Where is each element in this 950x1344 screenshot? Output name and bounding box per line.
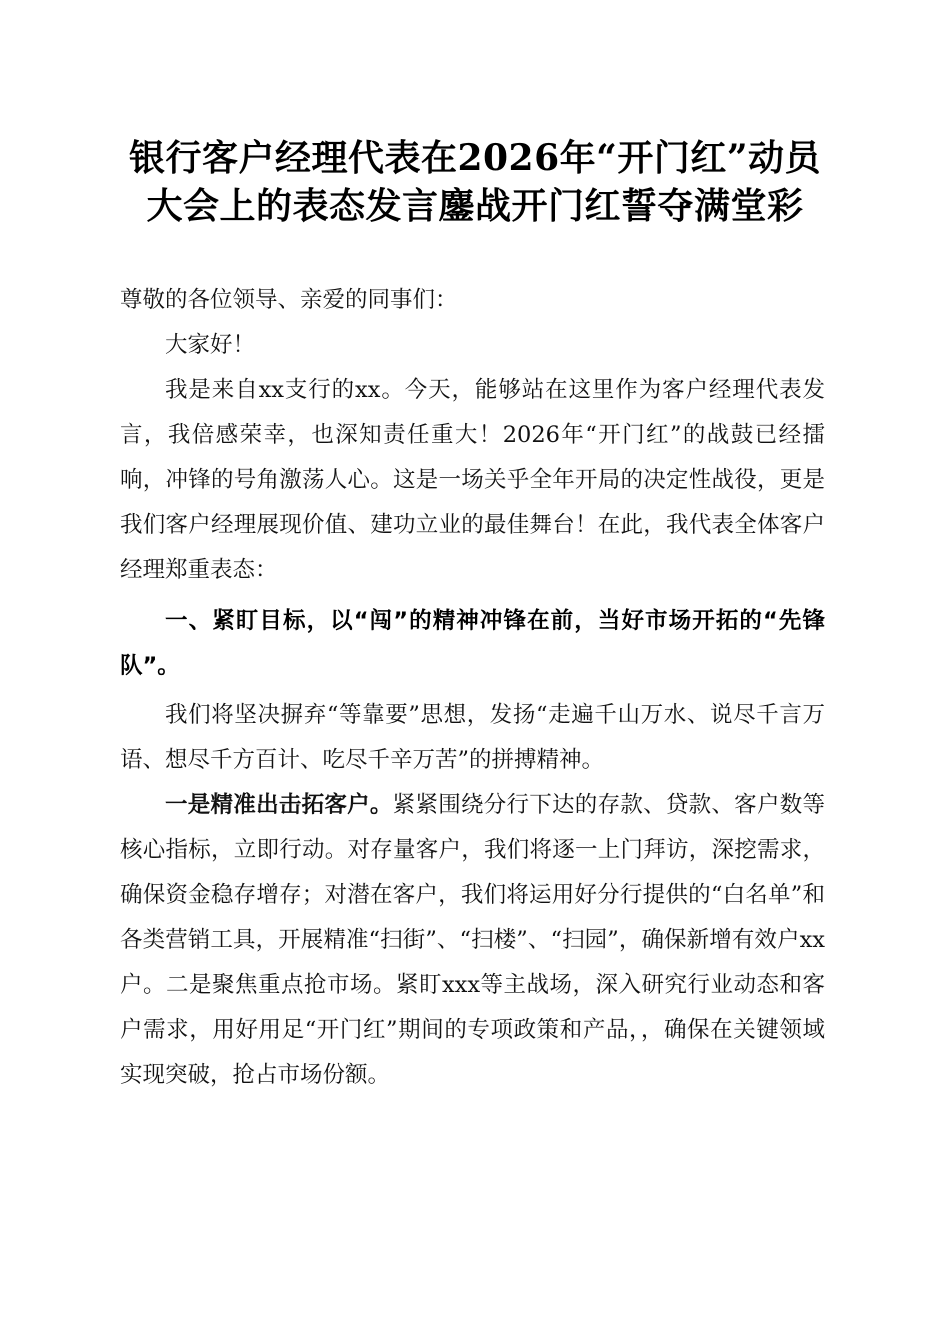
greeting: 大家好！: [165, 332, 256, 358]
section-1-paragraph-2: [120, 783, 825, 1098]
section-1-paragraph-2-text: 紧紧围绕分行下达的存款、贷款、客户数等核心指标，立即行动。对存量客户，我们将逐一上门拜访，深挖需求，确保资金稳存增存；对潜在客户，我们将运用好分行提供的“白名单”和各类营销工具，开展精准“扫街”、“扫楼”、“扫园”，确保新增有效户xx户。二是聚焦重点抢市场。紧盯xxx等主战场，深入研究行业动态和客户需求，用好用足“开门红”期间的专项政策和产品，，确保在关键领域实现突破，抢占市场份额。: [120, 792, 825, 1088]
section-1-lead-in: 一是精准出击拓客户。: [165, 792, 393, 818]
title-line-1: 银行客户经理代表在2026年“开门红”动员: [128, 137, 822, 179]
title-line-2: 大会上的表态发言鏖战开门红誓夺满堂彩: [146, 185, 804, 227]
section-1-paragraph-1: 我们将坚决摒弃“等靠要”思想，发扬“走遍千山万水、说尽千言万语、想尽千方百计、吃尽千辛万苦”的拼搏精神。: [120, 702, 825, 773]
salutation: 尊敬的各位领导、亲爱的同事们：: [120, 287, 458, 313]
intro-paragraph: 我是来自xx支行的xx。今天，能够站在这里作为客户经理代表发言，我倍感荣幸，也深知责任重大！2026年“开门红”的战鼓已经擂响，冲锋的号角激荡人心。这是一场关乎全年开局的决定性战役，更是我们客户经理展现价值、建功立业的最佳舞台！在此，我代表全体客户经理郑重表态：: [120, 377, 825, 583]
document-body: [120, 278, 825, 1098]
document-title: [100, 134, 850, 230]
section-1-heading: 一、紧盯目标，以“闯”的精神冲锋在前，当好市场开拓的“先锋队”。: [120, 608, 825, 679]
